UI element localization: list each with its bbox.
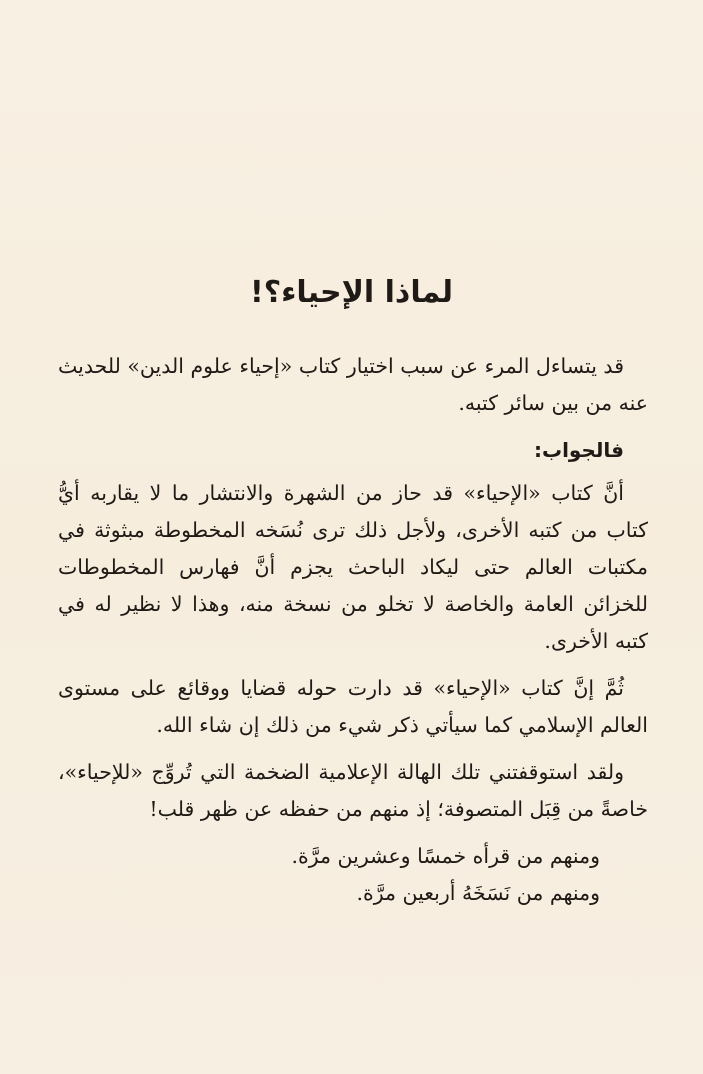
paragraph-controversies: ثُمَّ إنَّ كتاب «الإحياء» قد دارت حوله قضايا ووقائع على مستوى العالم الإسلامي كما سيأتي ذكر شيء من ذلك إن شاء الله. xyxy=(58,676,648,737)
paragraph-question: قد يتساءل المرء عن سبب اختيار كتاب «إحياء علوم الدين» للحديث عنه من بين سائر كتبه. xyxy=(58,354,648,415)
paragraph-read-count: ومنهم من قرأه خمسًا وعشرين مرَّة. xyxy=(291,844,600,868)
page-title: لماذا الإحياء؟! xyxy=(250,275,453,310)
page-body xyxy=(58,348,648,912)
paragraph-copy-count: ومنهم من نَسَخَهُ أربعين مرَّة. xyxy=(356,881,600,905)
answer-label: فالجواب: xyxy=(533,438,624,462)
paragraph-media-halo: ولقد استوقفتني تلك الهالة الإعلامية الضخمة التي تُروِّج «للإحياء»، خاصةً من قِبَل المتصوفة؛ إذ منهم من حفظه عن ظهر قلب! xyxy=(58,760,648,821)
paragraph-answer: أنَّ كتاب «الإحياء» قد حاز من الشهرة والانتشار ما لا يقاربه أيُّ كتاب من كتبه الأخرى، ولأجل ذلك ترى نُسَخه المخطوطة مبثوثة في مكتبات العالم حتى ليكاد الباحث يجزم أنَّ فهارس المخطوطات للخزائن العامة والخاصة لا تخلو من نسخة منه، وهذا لا نظير له في كتبه الأخرى. xyxy=(58,481,648,653)
